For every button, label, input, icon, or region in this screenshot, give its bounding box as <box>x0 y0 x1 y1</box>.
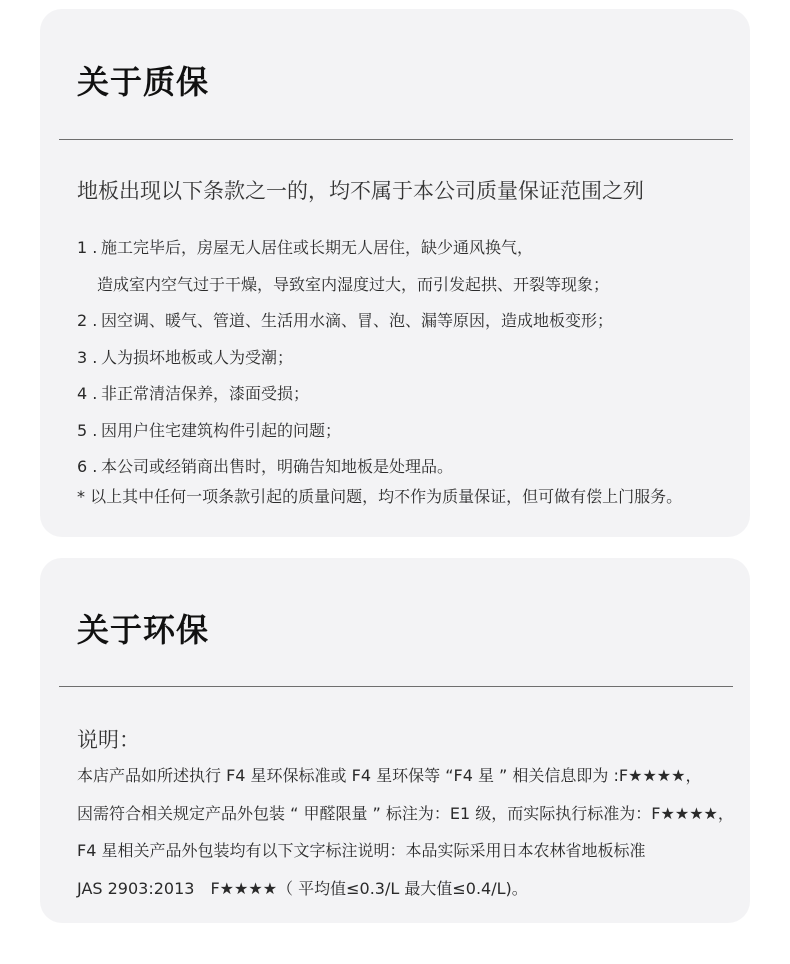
term-text: 人为损坏地板或人为受潮； <box>101 347 294 367</box>
term-text: 本公司或经销商出售时，明确告知地板是处理品。 <box>101 457 454 476</box>
term-text: 因用户住宅建筑构件引起的问题； <box>101 420 342 440</box>
warranty-section <box>40 9 750 537</box>
warranty-term-5 <box>77 413 613 450</box>
eco-divider <box>59 686 733 687</box>
eco-explanation-heading: 说明： <box>77 728 140 752</box>
warranty-term-3 <box>77 340 613 377</box>
warranty-terms-list <box>77 230 613 486</box>
term-number: 1 . <box>77 238 98 257</box>
term-text: 因空调、暖气、管道、生活用水滴、冒、泡、漏等原因，造成地板变形； <box>101 311 614 330</box>
term-text: 造成室内空气过于干燥，导致室内湿度过大，而引发起拱、开裂等现象； <box>97 274 610 294</box>
warranty-term-4 <box>77 376 613 413</box>
eco-title: 关于环保 <box>77 611 210 649</box>
warranty-term-1 <box>77 230 613 267</box>
term-number: 6 . <box>77 457 98 476</box>
term-text: 非正常清洁保养，漆面受损； <box>101 384 310 403</box>
warranty-term-6 <box>77 449 613 486</box>
eco-line: JAS 2903:2013 F★★★★（ 平均值≤0.3/L 最大值≤0.4/L)。 <box>77 878 528 898</box>
eco-section <box>40 558 750 923</box>
eco-line: 本店产品如所述执行 F4 星环保标准或 F4 星环保等 “F4 星 ” 相关信息即为 :F★★★★， <box>77 766 702 785</box>
warranty-term-1-continued <box>77 267 613 304</box>
warranty-term-2 <box>77 303 613 340</box>
warranty-intro: 地板出现以下条款之一的，均不属于本公司质量保证范围之列 <box>77 179 644 203</box>
eco-line: F4 星相关产品外包装均有以下文字标注说明：本品实际采用日本农林省地板标准 <box>77 841 646 860</box>
term-number: 4 . <box>77 384 98 403</box>
warranty-title: 关于质保 <box>77 63 210 101</box>
term-number: 3 . <box>77 347 98 367</box>
eco-line: 因需符合相关规定产品外包装 “ 甲醛限量 ” 标注为：E1 级，而实际执行标准为：F★★★★， <box>77 803 734 823</box>
term-number: 5 . <box>77 420 98 440</box>
warranty-divider <box>59 139 733 140</box>
eco-explanation-list <box>77 757 734 907</box>
term-number: 2 . <box>77 311 98 330</box>
term-text: 施工完毕后，房屋无人居住或长期无人居住，缺少通风换气， <box>101 238 534 257</box>
warranty-note: * 以上其中任何一项条款引起的质量问题，均不作为质量保证，但可做有偿上门服务。 <box>77 487 683 506</box>
